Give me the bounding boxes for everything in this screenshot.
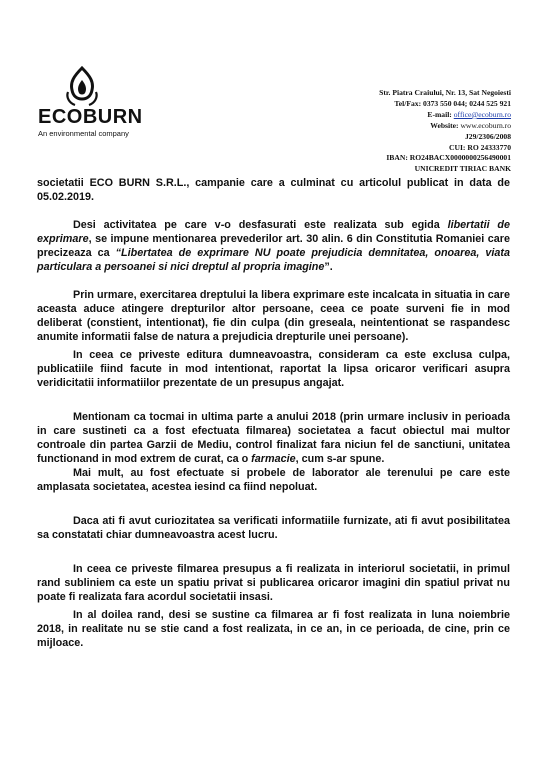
- website-label: Website:: [430, 120, 459, 130]
- letter-body: [37, 176, 510, 650]
- paragraph-1: societatii ECO BURN S.R.L., campanie care a culminat cu articolul publicat in data de 05.02.2019.: [37, 177, 510, 203]
- reg-number: J29/2306/2008: [465, 131, 511, 141]
- flame-icon: [62, 66, 102, 108]
- cui-line: CUI: RO 24333770: [448, 142, 511, 152]
- iban-line: IBAN: RO24BACX0000000256490001: [386, 153, 511, 163]
- telfax-line: [291, 99, 511, 110]
- company-logo: [38, 66, 158, 136]
- paragraph-6: Mai mult, au fost efectuate si probele de laborator ale terenului pe care este amplasata societatea, acestea iesind ca fiind nepoluat.: [37, 467, 510, 493]
- paragraph-8: In ceea ce priveste filmarea presupus a fi realizata in interiorul societatii, in primul rand subliniem ca este un spatiu privat si publicarea oricaror imagini din spatiul privat nu poate fi realizata fara acordul societatii insasi.: [37, 563, 510, 603]
- paragraph-9: In al doilea rand, desi se sustine ca filmarea ar fi fost realizata in luna noiembrie 2018, in realitate nu se stie cand a fost realizata, in ce an, in ce perioada, de cine, prin ce mijloace.: [37, 609, 510, 649]
- telfax-value: 0373 550 044; 0244 525 921: [423, 98, 511, 108]
- paragraph-3: Prin urmare, exercitarea dreptului la libera exprimare este incalcata in situatia in care aceasta aduce atingere drepturilor altor persoane, ceea ce poate surveni fie in mod deliberat (constient, intentionat), fie din culpa (din greseala, neintentionat se raspandesc anumite informatii false de natura a prejudicia drepturile unei persoane).: [37, 289, 510, 343]
- paragraph-4: In ceea ce priveste editura dumneavoastra, consideram ca este exclusa culpa, publicatiile fiind facute in mod intentionat, raportat la lipsa oricaror verificari asupra veridicitatii informatiilor prezentate de un presupus angajat.: [37, 349, 510, 389]
- paragraph-2: [37, 218, 510, 274]
- website-link[interactable]: www.ecoburn.ro: [460, 120, 511, 130]
- paragraph-2-emphasis-a: libertatii de exprimare: [37, 219, 510, 245]
- email-line: [291, 110, 511, 121]
- telfax-label: Tel/Fax:: [394, 98, 422, 108]
- paragraph-7: Daca ati fi avut curiozitatea sa verificati informatiile furnizate, ati fi avut posibilitatea sa constatati chiar dumneavoastra acest lucru.: [37, 515, 510, 541]
- email-link[interactable]: office@ecoburn.ro: [453, 109, 511, 119]
- bank-line: UNICREDIT TIRIAC BANK: [414, 164, 511, 174]
- company-name: ECOBURN: [38, 106, 143, 128]
- paragraph-5-text-b: , cum s-ar spune.: [295, 453, 385, 465]
- paragraph-2-text-a: Desi activitatea pe care v-o desfasurati este realizata sub egida: [73, 219, 448, 231]
- address-line: Str. Piatra Craiului, Nr. 13, Sat Negoiesti: [379, 88, 511, 97]
- website-line: [291, 121, 511, 132]
- paragraph-5-text-a: Mentionam ca tocmai in ultima parte a anului 2018 (prin urmare inclusiv in perioada in care sustineti ca a fost efectuata filmarea) societatea a facut obiectul mai multor controale din partea Garzii de Mediu, control finalizat fara niciun fel de sanctiuni, unitatea functionand in mod extrem de curat, ca o: [37, 411, 510, 465]
- paragraph-2-text-c: ”.: [324, 261, 333, 273]
- email-label: E-mail:: [427, 109, 452, 119]
- paragraph-5-emphasis: farmacie: [251, 453, 296, 465]
- paragraph-2-text-b: , se impune mentionarea prevederilor art. 30 alin. 6 din Constitutia Romaniei care precizeaza ca: [37, 233, 510, 259]
- paragraph-5: [37, 410, 510, 466]
- paragraph-2-quote: “Libertatea de exprimare NU poate prejudicia demnitatea, onoarea, viata particulara a persoanei si nici dreptul al propria imagine: [37, 247, 510, 273]
- company-tagline: An environmental company: [38, 129, 129, 138]
- contact-block: [291, 88, 511, 175]
